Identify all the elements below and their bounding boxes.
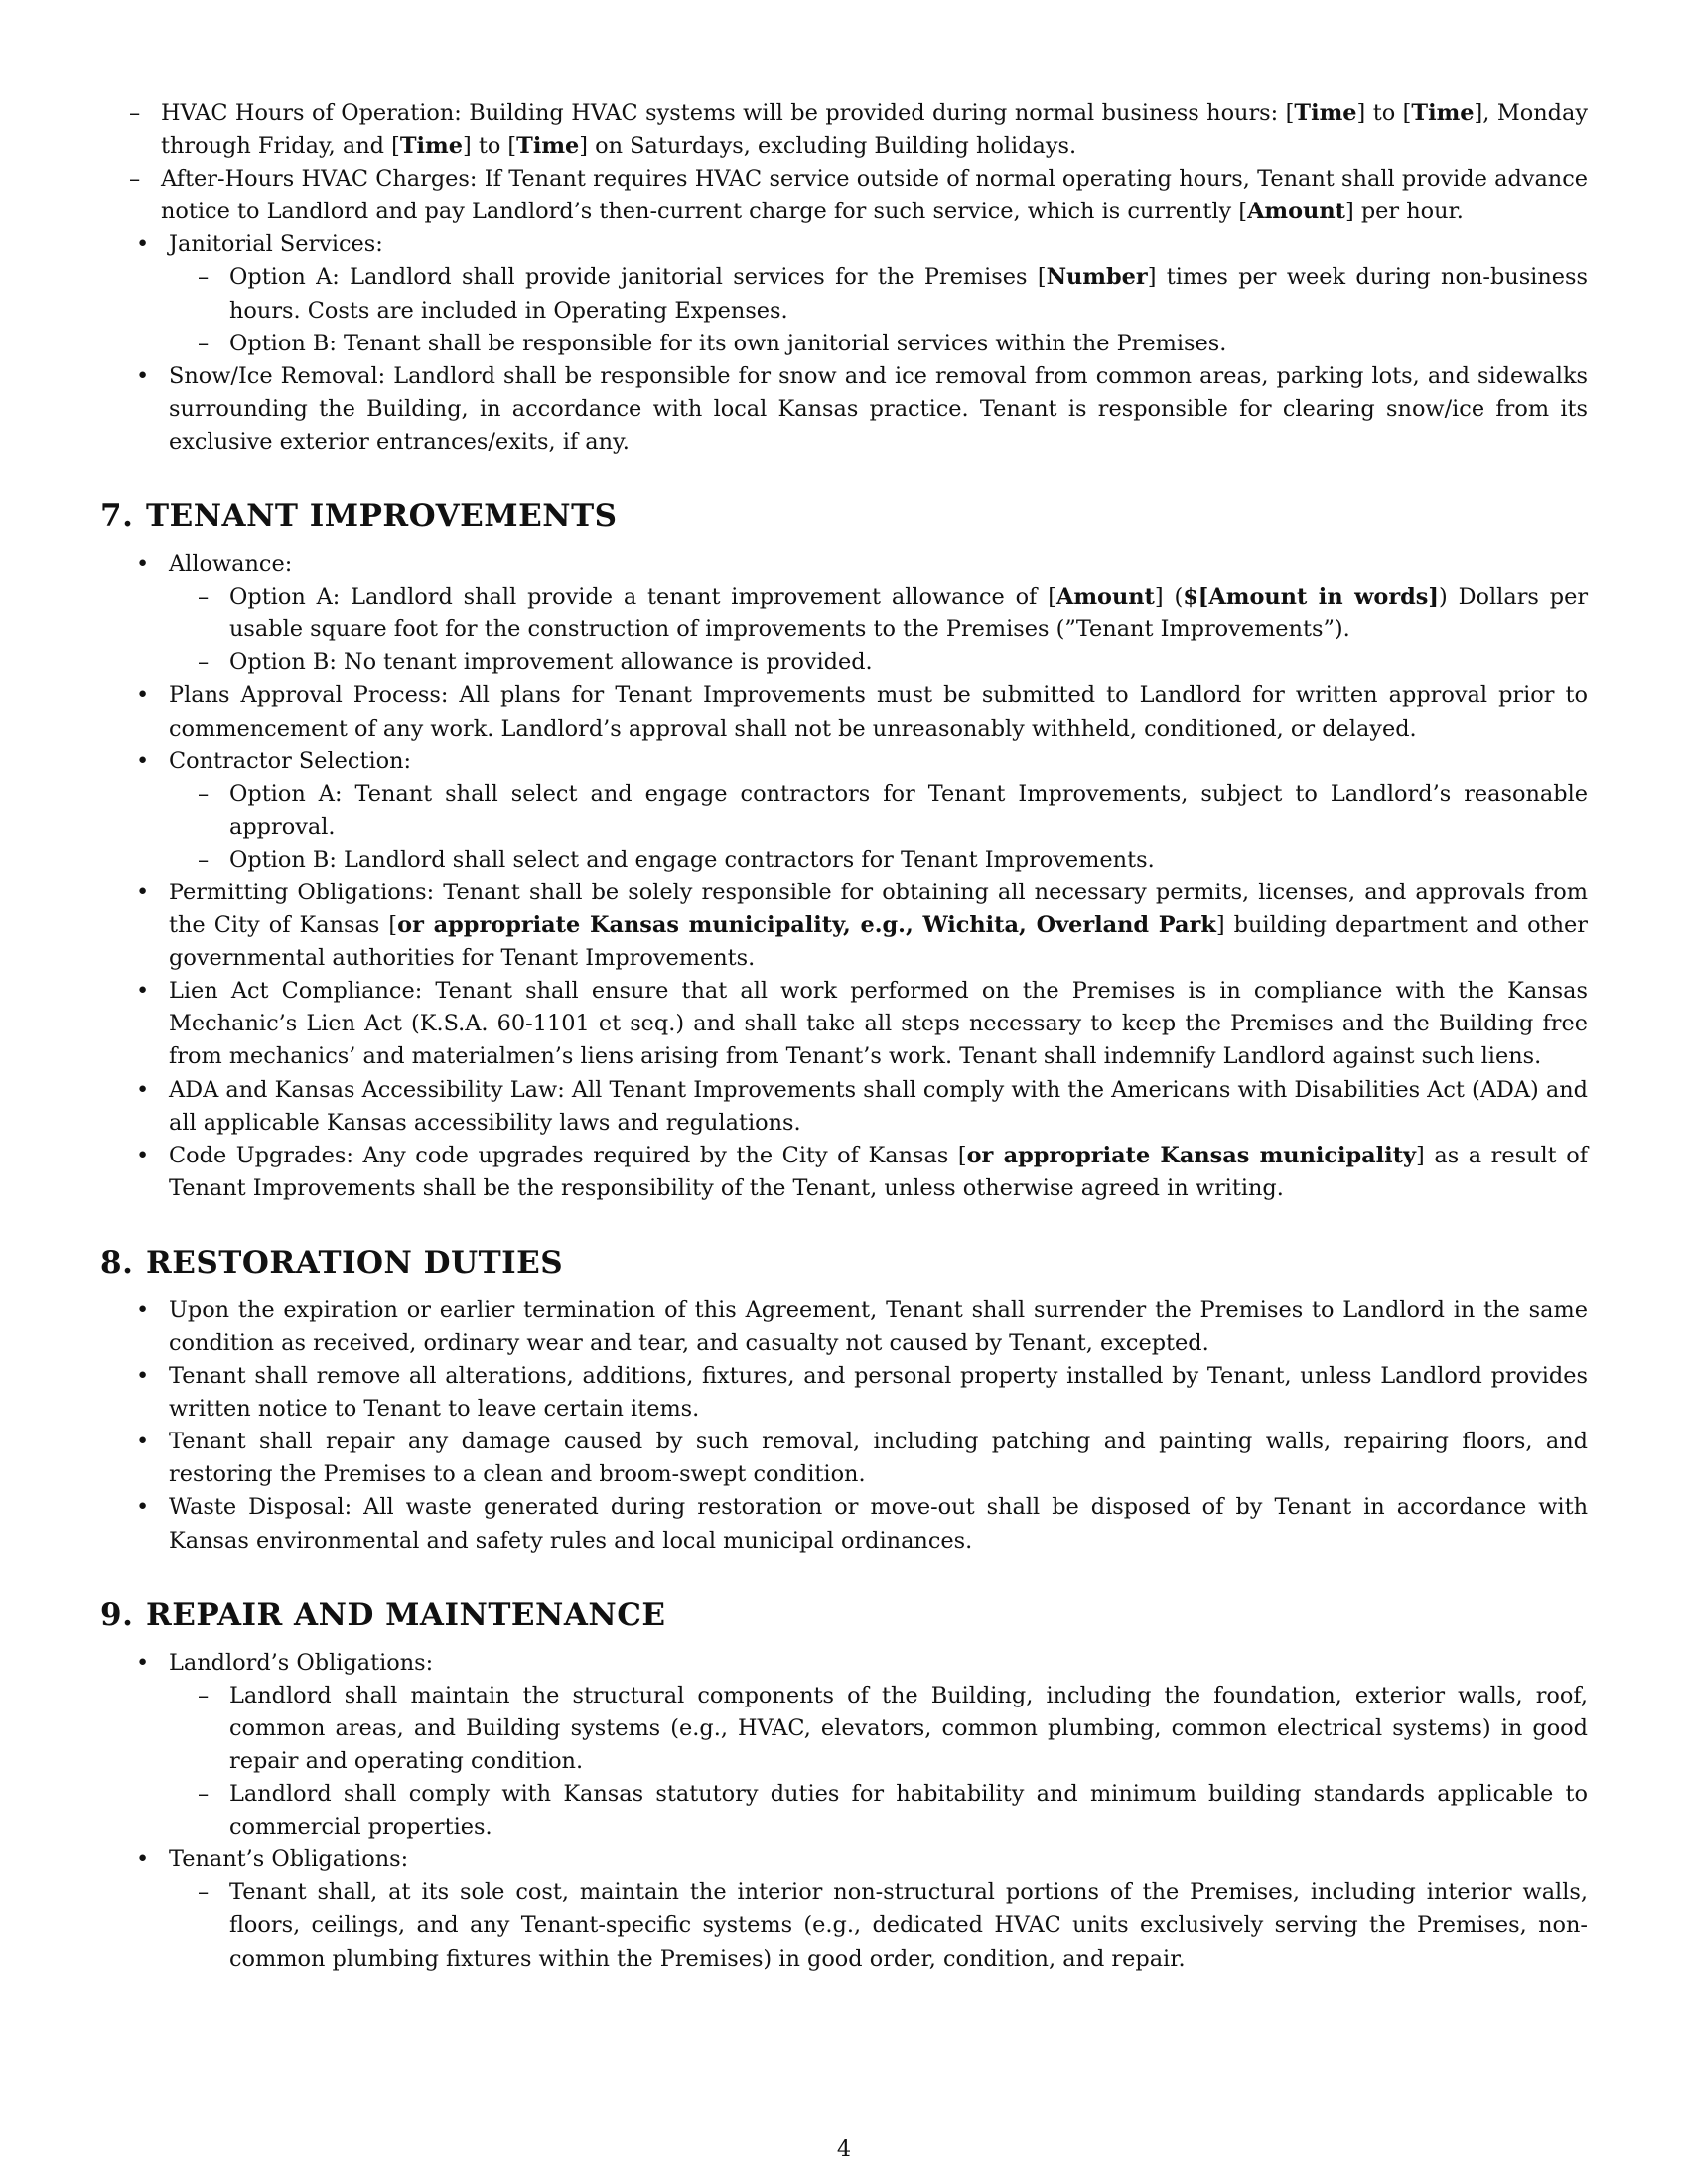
landlord-obligations-item: • Landlord’s Obligations: – Landlord shall maintain the structural components of the Building, including the foundation, exterior walls, roof, common areas, and Building systems (e.g., HVAC, elevators, common plumbing, common electrical systems) in good repair and operating condition. – Landlord shall comply with Kansas statutory duties for habitability and minimum building standards applicable to commercial properties.: [100, 1647, 1588, 1844]
section-9-heading: 9. REPAIR AND MAINTENANCE: [100, 1596, 666, 1633]
landlord-obligation: – Landlord shall maintain the structural components of the Building, including the foundation, exterior walls, roof, common areas, and Building systems (e.g., HVAC, elevators, common plumbing, common electrical systems) in good repair and operating condition.: [169, 1680, 1588, 1778]
plans-approval-item: • Plans Approval Process: All plans for Tenant Improvements must be submitted to Landlord for written approval prior to commencement of any work. Landlord’s approval shall not be unreasonably withheld, conditioned, or delayed.: [100, 679, 1588, 745]
landlord-obligation: – Landlord shall comply with Kansas statutory duties for habitability and minimum building standards applicable to commercial properties.: [169, 1778, 1588, 1843]
section-7-heading: 7. TENANT IMPROVEMENTS: [100, 498, 618, 535]
restoration-item: • Tenant shall remove all alterations, additions, fixtures, and personal property installed by Tenant, unless Landlord provides written notice to Tenant to leave certain items.: [100, 1360, 1588, 1426]
permitting-item: • Permitting Obligations: Tenant shall be solely responsible for obtaining all necessary permits, licenses, and approvals from the City of Kansas [or appropriate Kansas municipality, e.g., Wichita, Overland Park] building department and other governmental authorities for Tenant Improvements.: [100, 877, 1588, 975]
section-7-list: [100, 548, 1588, 1205]
tenant-obligations-item: • Tenant’s Obligations: – Tenant shall, at its sole cost, maintain the interior non-structural portions of the Premises, including interior walls, floors, ceilings, and any Tenant-specific systems (e.g., dedicated HVAC units exclusively serving the Premises, non-common plumbing fixtures within the Premises) in good order, condition, and repair.: [100, 1843, 1588, 1975]
contractor-selection-item: • Contractor Selection: – Option A: Tenant shall select and engage contractors for Tenant Improvements, subject to Landlord’s reasonable approval. – Option B: Landlord shall select and engage contractors for Tenant Improvements.: [100, 746, 1588, 877]
restoration-item: • Tenant shall repair any damage caused by such removal, including patching and painting walls, repairing floors, and restoring the Premises to a clean and broom-swept condition.: [100, 1426, 1588, 1491]
tenant-obligation: – Tenant shall, at its sole cost, maintain the interior non-structural portions of the Premises, including interior walls, floors, ceilings, and any Tenant-specific systems (e.g., dedicated HVAC units exclusively serving the Premises, non-common plumbing fixtures within the Premises) in good order, condition, and repair.: [169, 1876, 1588, 1975]
janitorial-option-b: – Option B: Tenant shall be responsible for its own janitorial services within the Premises.: [169, 328, 1588, 360]
hvac-sublist: [100, 97, 1588, 228]
lien-act-item: • Lien Act Compliance: Tenant shall ensure that all work performed on the Premises is in compliance with the Kansas Mechanic’s Lien Act (K.S.A. 60-1101 et seq.) and shall take all steps necessary to keep the Premises and the Building free from mechanics’ and materialmen’s liens arising from Tenant’s work. Tenant shall indemnify Landlord against such liens.: [100, 975, 1588, 1073]
section-8-list: [100, 1295, 1588, 1558]
restoration-item: • Waste Disposal: All waste generated during restoration or move-out shall be disposed of by Tenant in accordance with Kansas environmental and safety rules and local municipal ordinances.: [100, 1491, 1588, 1557]
allowance-option-b: – Option B: No tenant improvement allowance is provided.: [169, 646, 1588, 679]
allowance-option-a: – Option A: Landlord shall provide a tenant improvement allowance of [Amount] ($[Amount in words]) Dollars per usable square foot for the construction of improvements to the Premises (”Tenant Improvements”).: [169, 581, 1588, 646]
janitorial-item: • Janitorial Services: – Option A: Landlord shall provide janitorial services for the Premises [Number] times per week during non-business hours. Costs are included in Operating Expenses. – Option B: Tenant shall be responsible for its own janitorial services within the Premises.: [100, 228, 1588, 359]
section6-continued-list: [100, 228, 1588, 459]
section-9-list: [100, 1647, 1588, 1976]
restoration-item: • Upon the expiration or earlier termination of this Agreement, Tenant shall surrender the Premises to Landlord in the same condition as received, ordinary wear and tear, and casualty not caused by Tenant, excepted.: [100, 1295, 1588, 1360]
contractor-option-a: – Option A: Tenant shall select and engage contractors for Tenant Improvements, subject to Landlord’s reasonable approval.: [169, 778, 1588, 844]
page-number: 4: [836, 2136, 852, 2162]
hvac-hours-item: – HVAC Hours of Operation: Building HVAC systems will be provided during normal business hours: [Time] to [Time], Monday through Friday, and [Time] to [Time] on Saturdays, excluding Building holidays.: [100, 97, 1588, 163]
contractor-option-b: – Option B: Landlord shall select and engage contractors for Tenant Improvements.: [169, 844, 1588, 877]
snow-removal-item: • Snow/Ice Removal: Landlord shall be responsible for snow and ice removal from common areas, parking lots, and sidewalks surrounding the Building, in accordance with local Kansas practice. Tenant is responsible for clearing snow/ice from its exclusive exterior entrances/exits, if any.: [100, 360, 1588, 459]
allowance-item: • Allowance: – Option A: Landlord shall provide a tenant improvement allowance of [Amount] ($[Amount in words]) Dollars per usable square foot for the construction of improvements to the Premises (”Tenant Improvements”). – Option B: No tenant improvement allowance is provided.: [100, 548, 1588, 679]
section-8-heading: 8. RESTORATION DUTIES: [100, 1244, 564, 1281]
ada-item: • ADA and Kansas Accessibility Law: All Tenant Improvements shall comply with the Americans with Disabilities Act (ADA) and all applicable Kansas accessibility laws and regulations.: [100, 1074, 1588, 1140]
code-upgrades-item: • Code Upgrades: Any code upgrades required by the City of Kansas [or appropriate Kansas municipality] as a result of Tenant Improvements shall be the responsibility of the Tenant, unless otherwise agreed in writing.: [100, 1140, 1588, 1205]
document-page: [100, 97, 1588, 1976]
hvac-after-hours-item: – After-Hours HVAC Charges: If Tenant requires HVAC service outside of normal operating hours, Tenant shall provide advance notice to Landlord and pay Landlord’s then-current charge for such service, which is currently [Amount] per hour.: [100, 163, 1588, 228]
janitorial-option-a: – Option A: Landlord shall provide janitorial services for the Premises [Number] times per week during non-business hours. Costs are included in Operating Expenses.: [169, 261, 1588, 327]
